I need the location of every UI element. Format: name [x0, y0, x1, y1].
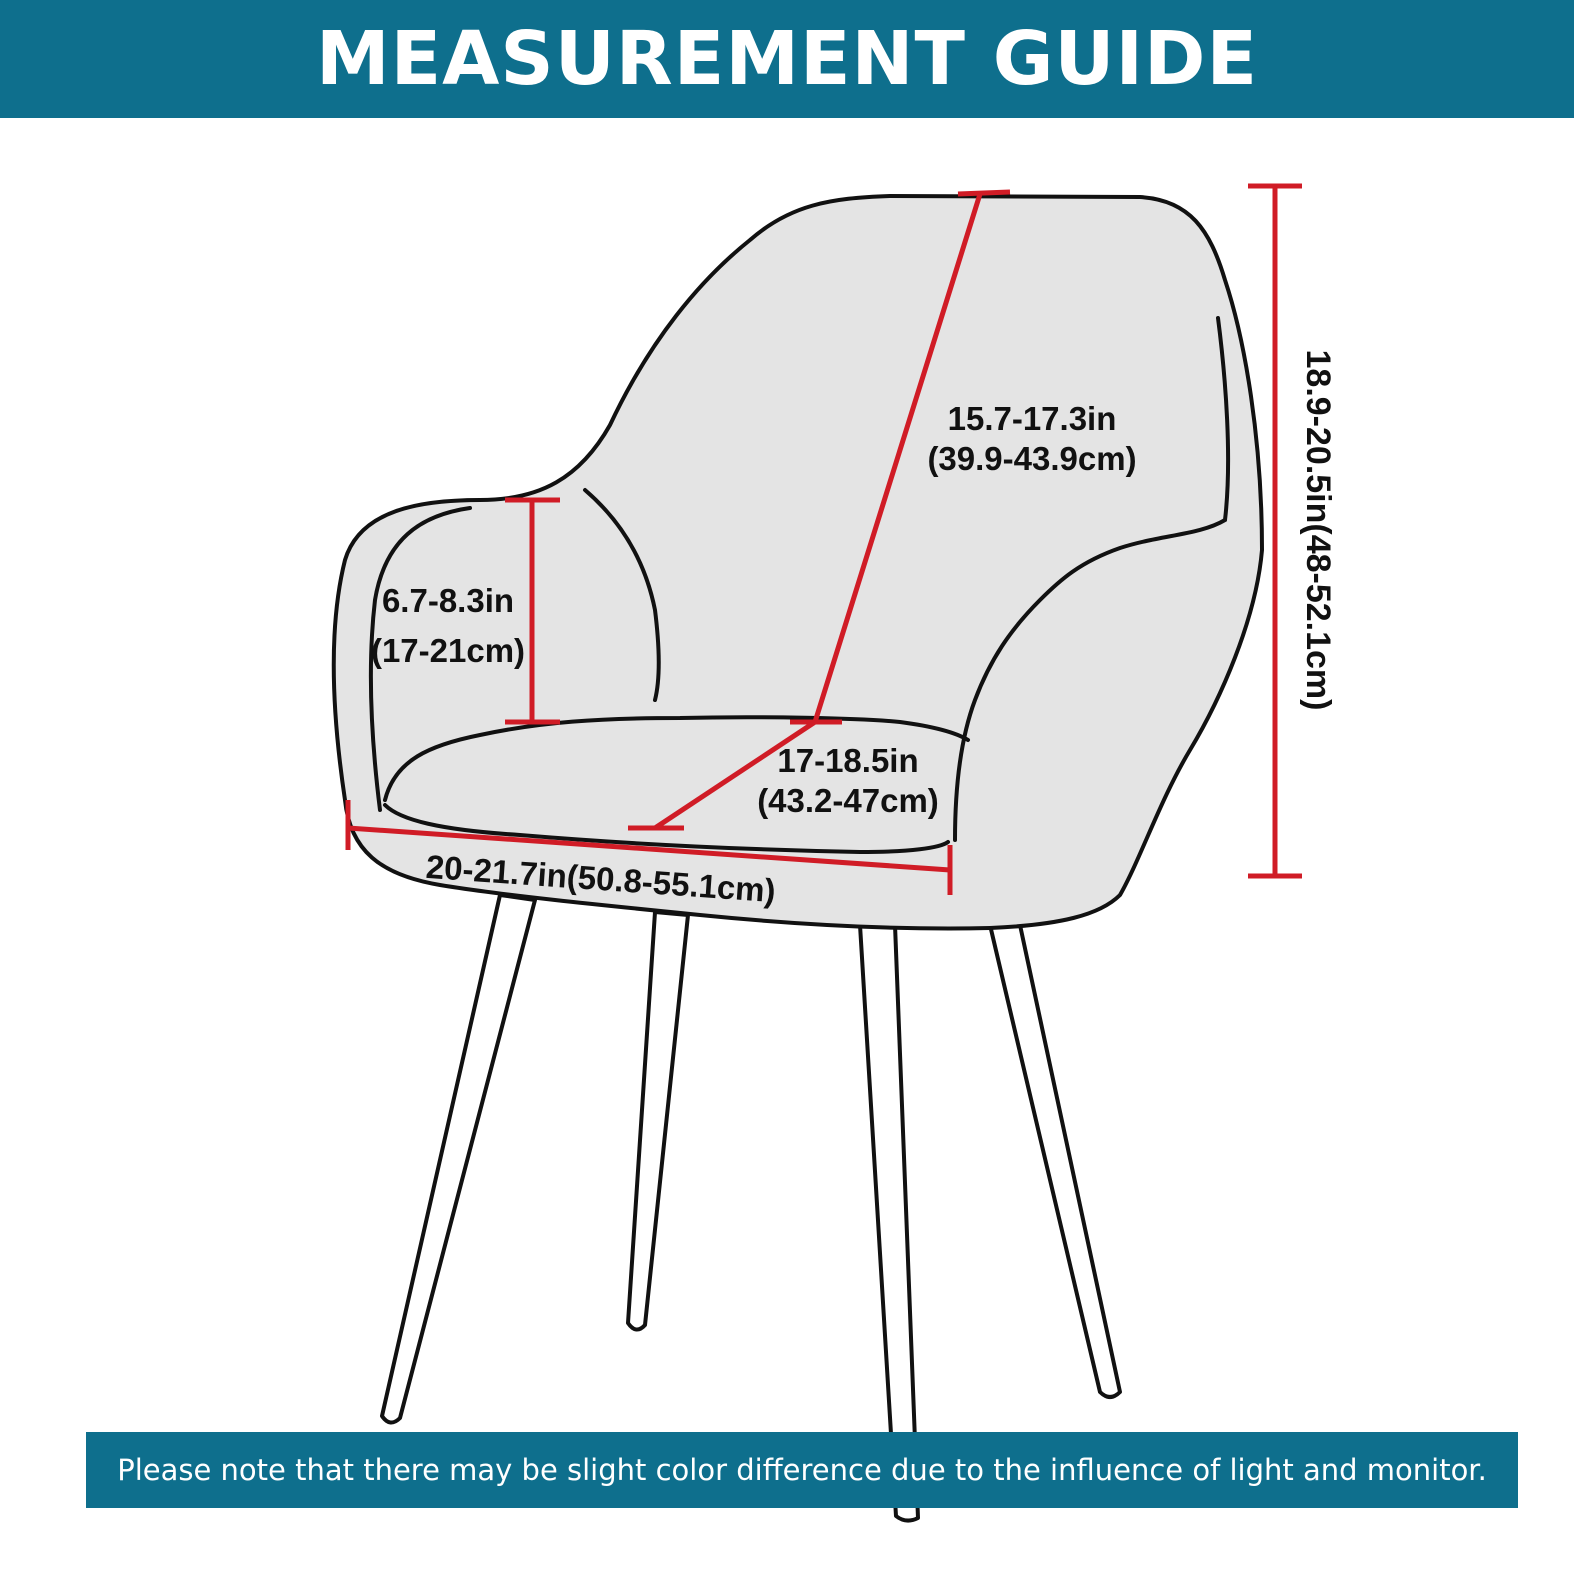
footer-banner — [86, 1432, 1518, 1508]
header-banner — [0, 0, 1574, 118]
seat-depth-inches-label: 17-18.5in — [777, 742, 919, 779]
back-height-cm-label: (39.9-43.9cm) — [927, 440, 1137, 477]
seat-width-label: 20-21.7in(50.8-55.1cm) — [424, 847, 777, 910]
page-title: MEASUREMENT GUIDE — [315, 16, 1259, 102]
back-height-inches-label: 15.7-17.3in — [947, 400, 1117, 437]
color-difference-note: Please note that there may be slight color difference due to the influence of light and monitor. — [117, 1453, 1487, 1487]
chair-legs — [382, 895, 1120, 1521]
chair-leg-front-right — [990, 925, 1120, 1397]
chair-leg-back-left — [628, 912, 688, 1330]
arm-height-cm-label: (17-21cm) — [370, 632, 526, 669]
seat-depth-cm-label: (43.2-47cm) — [757, 782, 939, 819]
total-height-label: 18.9-20.5in(48-52.1cm) — [1299, 349, 1337, 711]
chair-leg-front-left — [382, 895, 535, 1423]
arm-height-inches-label: 6.7-8.3in — [381, 582, 515, 619]
